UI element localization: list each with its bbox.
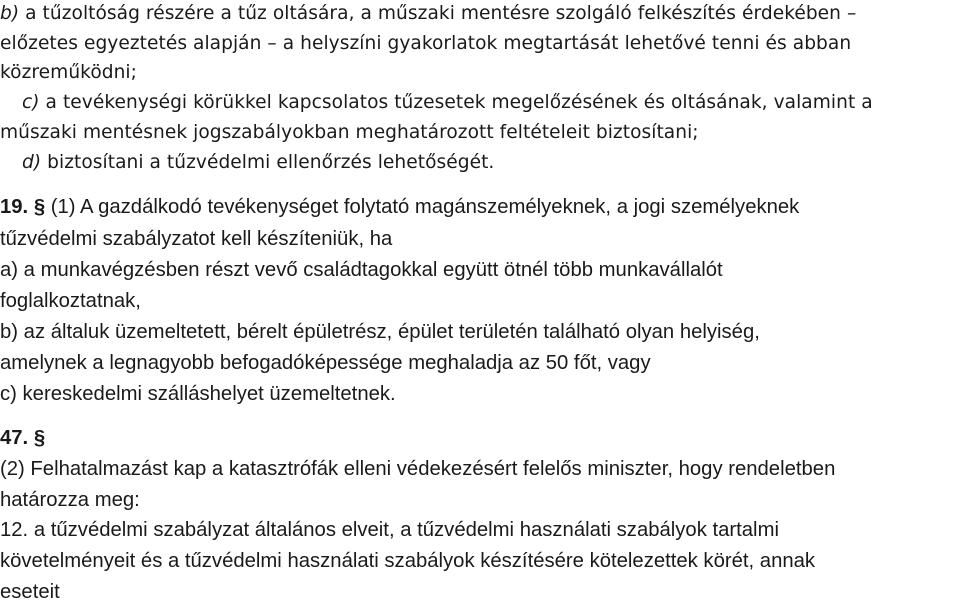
point-12-line-2: követelményeit és a tűzvédelmi használati szabályok készítésére kötelezettek körét, annak (0, 550, 816, 572)
section-19-line-2: tűzvédelmi szabályzatot kell készíteniük, ha (0, 228, 393, 250)
paragraph-b-line-2: előzetes egyeztetés alapján – a helyszíni gyakorlatok megtartását lehetővé tenni és abban (0, 33, 852, 54)
point-12-line-1: 12. a tűzvédelmi szabályzat általános elveit, a tűzvédelmi használati szabályok tartalmi (0, 519, 779, 541)
item-b-line-1: b) az általuk üzemeltetett, bérelt épületrész, épület területén található olyan helyiség, (0, 321, 760, 343)
paragraph-b-line-3: közreműködni; (0, 62, 137, 83)
item-a-line-2: foglalkoztatnak, (0, 290, 141, 312)
paragraph-c-line-2: műszaki mentésnek jogszabályokban meghatározott feltételeit biztosítani; (0, 122, 699, 143)
section-number-19: 19. § (0, 196, 46, 218)
item-label-d: d) (22, 152, 42, 173)
item-a-line-1: a) a munkavégzésben részt vevő családtagokkal együtt ötnél több munkavállalót (0, 259, 723, 281)
item-c-line-1: c) kereskedelmi szálláshelyet üzemeltetnek. (0, 383, 396, 405)
section-47-line-2: határozza meg: (0, 489, 140, 511)
section-19-line-1 (0, 195, 799, 219)
point-12-line-3: eseteit (0, 581, 60, 603)
item-b-line-2: amelynek a legnagyobb befogadóképessége meghaladja az 50 főt, vagy (0, 352, 651, 374)
item-label-b: b) (0, 3, 20, 24)
section-47-line-1: (2) Felhatalmazást kap a katasztrófák elleni védekezésért felelős miniszter, hogy rendeletben (0, 458, 836, 480)
section-19-text-1: (1) A gazdálkodó tevékenységet folytató magánszemélyeknek, a jogi személyeknek (45, 196, 800, 218)
paragraph-b-line-1 (0, 2, 856, 26)
paragraph-c-line-1 (22, 91, 873, 115)
paragraph-c-text-1: a tevékenységi körükkel kapcsolatos tűzesetek megelőzésének és oltásának, valamint a (39, 92, 873, 113)
item-label-c: c) (22, 92, 40, 113)
paragraph-d-text-1: biztosítani a tűzvédelmi ellenőrzés lehetőségét. (41, 152, 495, 173)
section-number-47: 47. § (0, 427, 46, 449)
paragraph-d-line-1 (22, 151, 494, 175)
paragraph-b-text-1: a tűzoltóság részére a tűz oltására, a műszaki mentésre szolgáló felkészítés érdekében – (19, 3, 857, 24)
